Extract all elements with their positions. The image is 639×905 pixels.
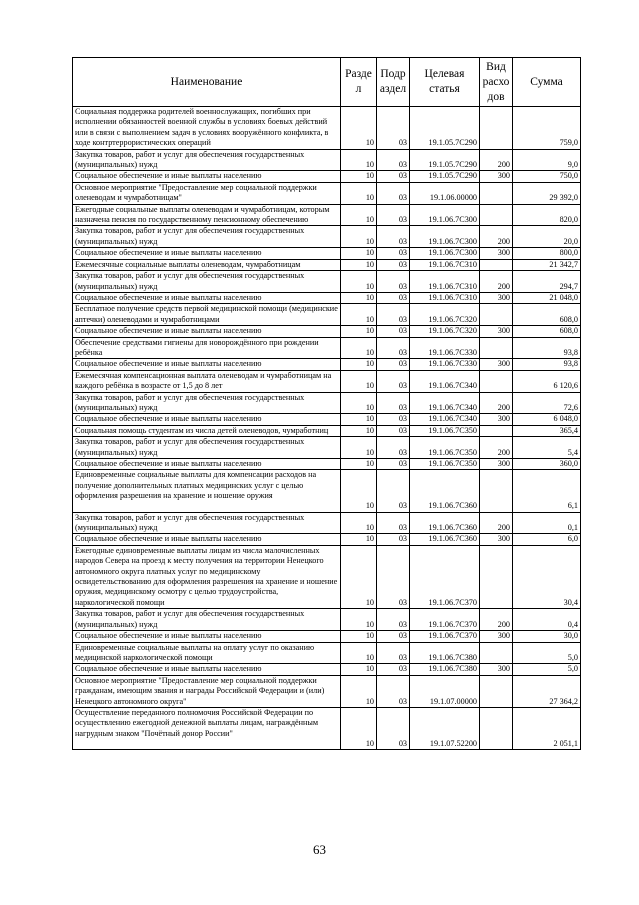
- row-vid: 300: [480, 326, 513, 337]
- table-body: [73, 107, 581, 750]
- row-vid: 200: [480, 512, 513, 534]
- row-article: 19.1.06.7С370: [410, 609, 480, 631]
- row-article: 19.1.06.7С360: [410, 534, 480, 545]
- table-row: [73, 370, 581, 392]
- row-name: Социальное обеспечение и иные выплаты населению: [73, 248, 341, 259]
- row-article: 19.1.06.7С300: [410, 226, 480, 248]
- row-podrazdel: 03: [377, 437, 410, 459]
- row-razdel: 10: [341, 370, 377, 392]
- table-row: [73, 326, 581, 337]
- row-podrazdel: 03: [377, 259, 410, 270]
- row-article: 19.1.07.52200: [410, 707, 480, 749]
- header-sum: Сумма: [513, 58, 581, 107]
- row-razdel: 10: [341, 392, 377, 414]
- row-sum: 20,0: [513, 226, 581, 248]
- row-sum: 5,4: [513, 437, 581, 459]
- table-row: [73, 171, 581, 182]
- row-podrazdel: 03: [377, 107, 410, 150]
- row-article: 19.1.06.7С320: [410, 304, 480, 326]
- row-vid: [480, 204, 513, 226]
- row-vid: [480, 425, 513, 436]
- row-razdel: 10: [341, 707, 377, 749]
- row-article: 19.1.06.7С310: [410, 271, 480, 293]
- row-sum: 9,0: [513, 149, 581, 171]
- row-sum: 820,0: [513, 204, 581, 226]
- row-razdel: 10: [341, 171, 377, 182]
- row-name: Закупка товаров, работ и услуг для обеспечения государственных (муниципальных) нужд: [73, 271, 341, 293]
- row-podrazdel: 03: [377, 664, 410, 675]
- row-sum: 5,0: [513, 664, 581, 675]
- table-row: [73, 248, 581, 259]
- row-podrazdel: 03: [377, 248, 410, 259]
- row-vid: [480, 259, 513, 270]
- table-row: [73, 545, 581, 608]
- page-number: 63: [313, 842, 326, 857]
- row-vid: 200: [480, 271, 513, 293]
- row-sum: 294,7: [513, 271, 581, 293]
- row-sum: 93,8: [513, 359, 581, 370]
- row-vid: 300: [480, 171, 513, 182]
- table-row: [73, 259, 581, 270]
- row-article: 19.1.06.7С330: [410, 359, 480, 370]
- header-podrazdel: Подр аздел: [377, 58, 410, 107]
- row-razdel: 10: [341, 337, 377, 359]
- table-row: [73, 392, 581, 414]
- table-row: [73, 337, 581, 359]
- table-row: [73, 204, 581, 226]
- row-article: 19.1.06.7С380: [410, 664, 480, 675]
- row-sum: 360,0: [513, 459, 581, 470]
- row-sum: 29 392,0: [513, 182, 581, 204]
- row-name: Закупка товаров, работ и услуг для обеспечения государственных (муниципальных) нужд: [73, 437, 341, 459]
- row-vid: [480, 707, 513, 749]
- row-sum: 5,0: [513, 642, 581, 664]
- row-vid: [480, 370, 513, 392]
- row-article: 19.1.06.7С320: [410, 326, 480, 337]
- row-sum: 21 342,7: [513, 259, 581, 270]
- row-name: Обеспечение средствами гигиены для новорождённого при рождении ребёнка: [73, 337, 341, 359]
- row-vid: 300: [480, 414, 513, 425]
- row-razdel: 10: [341, 107, 377, 150]
- row-vid: [480, 107, 513, 150]
- row-sum: 6,0: [513, 534, 581, 545]
- row-sum: 93,8: [513, 337, 581, 359]
- row-article: 19.1.06.7С350: [410, 437, 480, 459]
- row-podrazdel: 03: [377, 414, 410, 425]
- row-sum: 608,0: [513, 304, 581, 326]
- row-article: 19.1.05.7С290: [410, 149, 480, 171]
- row-razdel: 10: [341, 248, 377, 259]
- row-razdel: 10: [341, 425, 377, 436]
- row-podrazdel: 03: [377, 370, 410, 392]
- table-row: [73, 631, 581, 642]
- header-razdel: Разде л: [341, 58, 377, 107]
- table-row: [73, 470, 581, 512]
- row-razdel: 10: [341, 326, 377, 337]
- row-razdel: 10: [341, 149, 377, 171]
- row-sum: 27 364,2: [513, 675, 581, 707]
- row-razdel: 10: [341, 675, 377, 707]
- table-row: [73, 437, 581, 459]
- table-row: [73, 664, 581, 675]
- row-vid: 300: [480, 459, 513, 470]
- row-article: 19.1.06.00000: [410, 182, 480, 204]
- row-article: 19.1.06.7С310: [410, 259, 480, 270]
- row-name: Социальное обеспечение и иные выплаты населению: [73, 534, 341, 545]
- row-sum: 30,4: [513, 545, 581, 608]
- row-razdel: 10: [341, 459, 377, 470]
- row-name: Закупка товаров, работ и услуг для обеспечения государственных (муниципальных) нужд: [73, 609, 341, 631]
- table-row: [73, 271, 581, 293]
- row-razdel: 10: [341, 271, 377, 293]
- row-podrazdel: 03: [377, 545, 410, 608]
- row-podrazdel: 03: [377, 326, 410, 337]
- table-row: [73, 707, 581, 749]
- row-razdel: 10: [341, 631, 377, 642]
- row-vid: [480, 675, 513, 707]
- row-name: Закупка товаров, работ и услуг для обеспечения государственных (муниципальных) нужд: [73, 512, 341, 534]
- row-razdel: 10: [341, 534, 377, 545]
- table-row: [73, 534, 581, 545]
- row-article: 19.1.06.7С360: [410, 512, 480, 534]
- table-row: [73, 292, 581, 303]
- row-razdel: 10: [341, 512, 377, 534]
- table-row: [73, 459, 581, 470]
- row-sum: 30,0: [513, 631, 581, 642]
- row-vid: 200: [480, 437, 513, 459]
- row-name: Социальное обеспечение и иные выплаты населению: [73, 326, 341, 337]
- row-vid: [480, 545, 513, 608]
- table-row: [73, 107, 581, 150]
- row-name: Ежегодные единовременные выплаты лицам из числа малочисленных народов Севера на проезд к месту получения на территории Ненецкого автономного округа платных услуг по медицинскому освидетельствованию для оформления разрешения на хранение и ношение оружия, медицинскому осмотру с целью трудоустройства, наркологической помощи: [73, 545, 341, 608]
- row-article: 19.1.06.7С370: [410, 631, 480, 642]
- row-razdel: 10: [341, 359, 377, 370]
- row-podrazdel: 03: [377, 359, 410, 370]
- table-row: [73, 642, 581, 664]
- row-podrazdel: 03: [377, 271, 410, 293]
- row-name: Ежегодные социальные выплаты оленеводам и чумработницам, которым назначена пенсия по государственному пенсионному обеспечению: [73, 204, 341, 226]
- row-sum: 0,4: [513, 609, 581, 631]
- row-name: Закупка товаров, работ и услуг для обеспечения государственных (муниципальных) нужд: [73, 392, 341, 414]
- row-sum: 800,0: [513, 248, 581, 259]
- row-vid: 300: [480, 631, 513, 642]
- row-vid: [480, 642, 513, 664]
- row-article: 19.1.06.7С300: [410, 204, 480, 226]
- table-row: [73, 359, 581, 370]
- row-article: 19.1.06.7С360: [410, 470, 480, 512]
- row-name: Закупка товаров, работ и услуг для обеспечения государственных (муниципальных) нужд: [73, 226, 341, 248]
- row-sum: 0,1: [513, 512, 581, 534]
- row-podrazdel: 03: [377, 631, 410, 642]
- table-row: [73, 512, 581, 534]
- row-razdel: 10: [341, 609, 377, 631]
- row-name: Осуществление переданного полномочия Российской Федерации по осуществлению ежегодной денежной выплаты лицам, награждённым нагрудным знаком "Почётный донор России": [73, 707, 341, 749]
- row-podrazdel: 03: [377, 425, 410, 436]
- row-vid: 300: [480, 248, 513, 259]
- row-sum: 6 048,0: [513, 414, 581, 425]
- row-razdel: 10: [341, 437, 377, 459]
- row-vid: 200: [480, 149, 513, 171]
- row-sum: 365,4: [513, 425, 581, 436]
- row-razdel: 10: [341, 470, 377, 512]
- row-vid: 300: [480, 534, 513, 545]
- row-vid: [480, 337, 513, 359]
- header-article: Целевая статья: [410, 58, 480, 107]
- row-vid: [480, 304, 513, 326]
- row-podrazdel: 03: [377, 534, 410, 545]
- row-sum: 6,1: [513, 470, 581, 512]
- row-podrazdel: 03: [377, 470, 410, 512]
- row-article: 19.1.06.7С330: [410, 337, 480, 359]
- row-razdel: 10: [341, 292, 377, 303]
- row-article: 19.1.06.7С310: [410, 292, 480, 303]
- row-vid: 200: [480, 392, 513, 414]
- row-name: Социальная поддержка родителей военнослужащих, погибших при исполнении обязанностей военной службы в условиях боевых действий или в связи с выполнением задач в условиях вооружённого конфликта, в ходе контртеррористических операций: [73, 107, 341, 150]
- row-podrazdel: 03: [377, 392, 410, 414]
- table-row: [73, 226, 581, 248]
- row-sum: 72,6: [513, 392, 581, 414]
- row-sum: 2 051,1: [513, 707, 581, 749]
- row-name: Социальное обеспечение и иные выплаты населению: [73, 459, 341, 470]
- row-name: Единовременные социальные выплаты на оплату услуг по оказанию медицинской наркологической помощи: [73, 642, 341, 664]
- row-article: 19.1.06.7С340: [410, 414, 480, 425]
- row-article: 19.1.06.7С340: [410, 392, 480, 414]
- row-article: 19.1.06.7С370: [410, 545, 480, 608]
- row-podrazdel: 03: [377, 304, 410, 326]
- row-podrazdel: 03: [377, 459, 410, 470]
- row-sum: 759,0: [513, 107, 581, 150]
- row-article: 19.1.05.7С290: [410, 171, 480, 182]
- row-podrazdel: 03: [377, 204, 410, 226]
- row-name: Социальное обеспечение и иные выплаты населению: [73, 171, 341, 182]
- row-vid: [480, 182, 513, 204]
- row-vid: [480, 470, 513, 512]
- row-vid: 300: [480, 292, 513, 303]
- row-razdel: 10: [341, 226, 377, 248]
- row-name: Социальное обеспечение и иные выплаты населению: [73, 359, 341, 370]
- row-sum: 608,0: [513, 326, 581, 337]
- row-razdel: 10: [341, 259, 377, 270]
- budget-table: [72, 57, 581, 750]
- table-row: [73, 675, 581, 707]
- row-razdel: 10: [341, 182, 377, 204]
- row-vid: 200: [480, 226, 513, 248]
- row-razdel: 10: [341, 642, 377, 664]
- row-podrazdel: 03: [377, 707, 410, 749]
- table-row: [73, 609, 581, 631]
- table-row: [73, 304, 581, 326]
- row-name: Закупка товаров, работ и услуг для обеспечения государственных (муниципальных) нужд: [73, 149, 341, 171]
- row-podrazdel: 03: [377, 609, 410, 631]
- row-sum: 21 048,0: [513, 292, 581, 303]
- row-name: Основное мероприятие "Предоставление мер социальной поддержки оленеводам и чумработницам": [73, 182, 341, 204]
- row-vid: 300: [480, 664, 513, 675]
- row-podrazdel: 03: [377, 292, 410, 303]
- row-name: Ежемесячные социальные выплаты оленеводам, чумработницам: [73, 259, 341, 270]
- row-article: 19.1.06.7С340: [410, 370, 480, 392]
- row-sum: 6 120,6: [513, 370, 581, 392]
- row-podrazdel: 03: [377, 171, 410, 182]
- header-name: Наименование: [73, 58, 341, 107]
- row-name: Социальная помощь студентам из числа детей оленеводов, чумработниц: [73, 425, 341, 436]
- table-header-row: [73, 58, 581, 107]
- table-row: [73, 425, 581, 436]
- row-name: Единовременные социальные выплаты для компенсации расходов на получение дополнительных платных медицинских услуг с целью оформления разрешения на хранение и ношение оружия: [73, 470, 341, 512]
- header-vid: Вид расхо дов: [480, 58, 513, 107]
- row-podrazdel: 03: [377, 675, 410, 707]
- row-article: 19.1.06.7С380: [410, 642, 480, 664]
- row-razdel: 10: [341, 204, 377, 226]
- table-row: [73, 182, 581, 204]
- row-podrazdel: 03: [377, 642, 410, 664]
- row-name: Ежемесячная компенсационная выплата оленеводам и чумработницам на каждого ребёнка в возрасте от 1,5 до 8 лет: [73, 370, 341, 392]
- row-razdel: 10: [341, 545, 377, 608]
- table-row: [73, 414, 581, 425]
- row-podrazdel: 03: [377, 182, 410, 204]
- row-name: Социальное обеспечение и иные выплаты населению: [73, 631, 341, 642]
- row-name: Социальное обеспечение и иные выплаты населению: [73, 414, 341, 425]
- row-name: Социальное обеспечение и иные выплаты населению: [73, 292, 341, 303]
- row-article: 19.1.06.7С300: [410, 248, 480, 259]
- table-row: [73, 149, 581, 171]
- row-name: Бесплатное получение средств первой медицинской помощи (медицинские аптечки) оленеводами и чумработницами: [73, 304, 341, 326]
- row-vid: 200: [480, 609, 513, 631]
- row-article: 19.1.06.7С350: [410, 459, 480, 470]
- row-podrazdel: 03: [377, 226, 410, 248]
- row-podrazdel: 03: [377, 512, 410, 534]
- row-razdel: 10: [341, 664, 377, 675]
- row-podrazdel: 03: [377, 149, 410, 171]
- row-razdel: 10: [341, 414, 377, 425]
- row-razdel: 10: [341, 304, 377, 326]
- row-podrazdel: 03: [377, 337, 410, 359]
- row-article: 19.1.06.7С350: [410, 425, 480, 436]
- row-sum: 750,0: [513, 171, 581, 182]
- row-name: Основное мероприятие "Предоставление мер социальной поддержки гражданам, имеющим звания и награды Российской Федерации и (или) Ненецкого автономного округа": [73, 675, 341, 707]
- row-article: 19.1.07.00000: [410, 675, 480, 707]
- row-article: 19.1.05.7С290: [410, 107, 480, 150]
- row-vid: 300: [480, 359, 513, 370]
- row-name: Социальное обеспечение и иные выплаты населению: [73, 664, 341, 675]
